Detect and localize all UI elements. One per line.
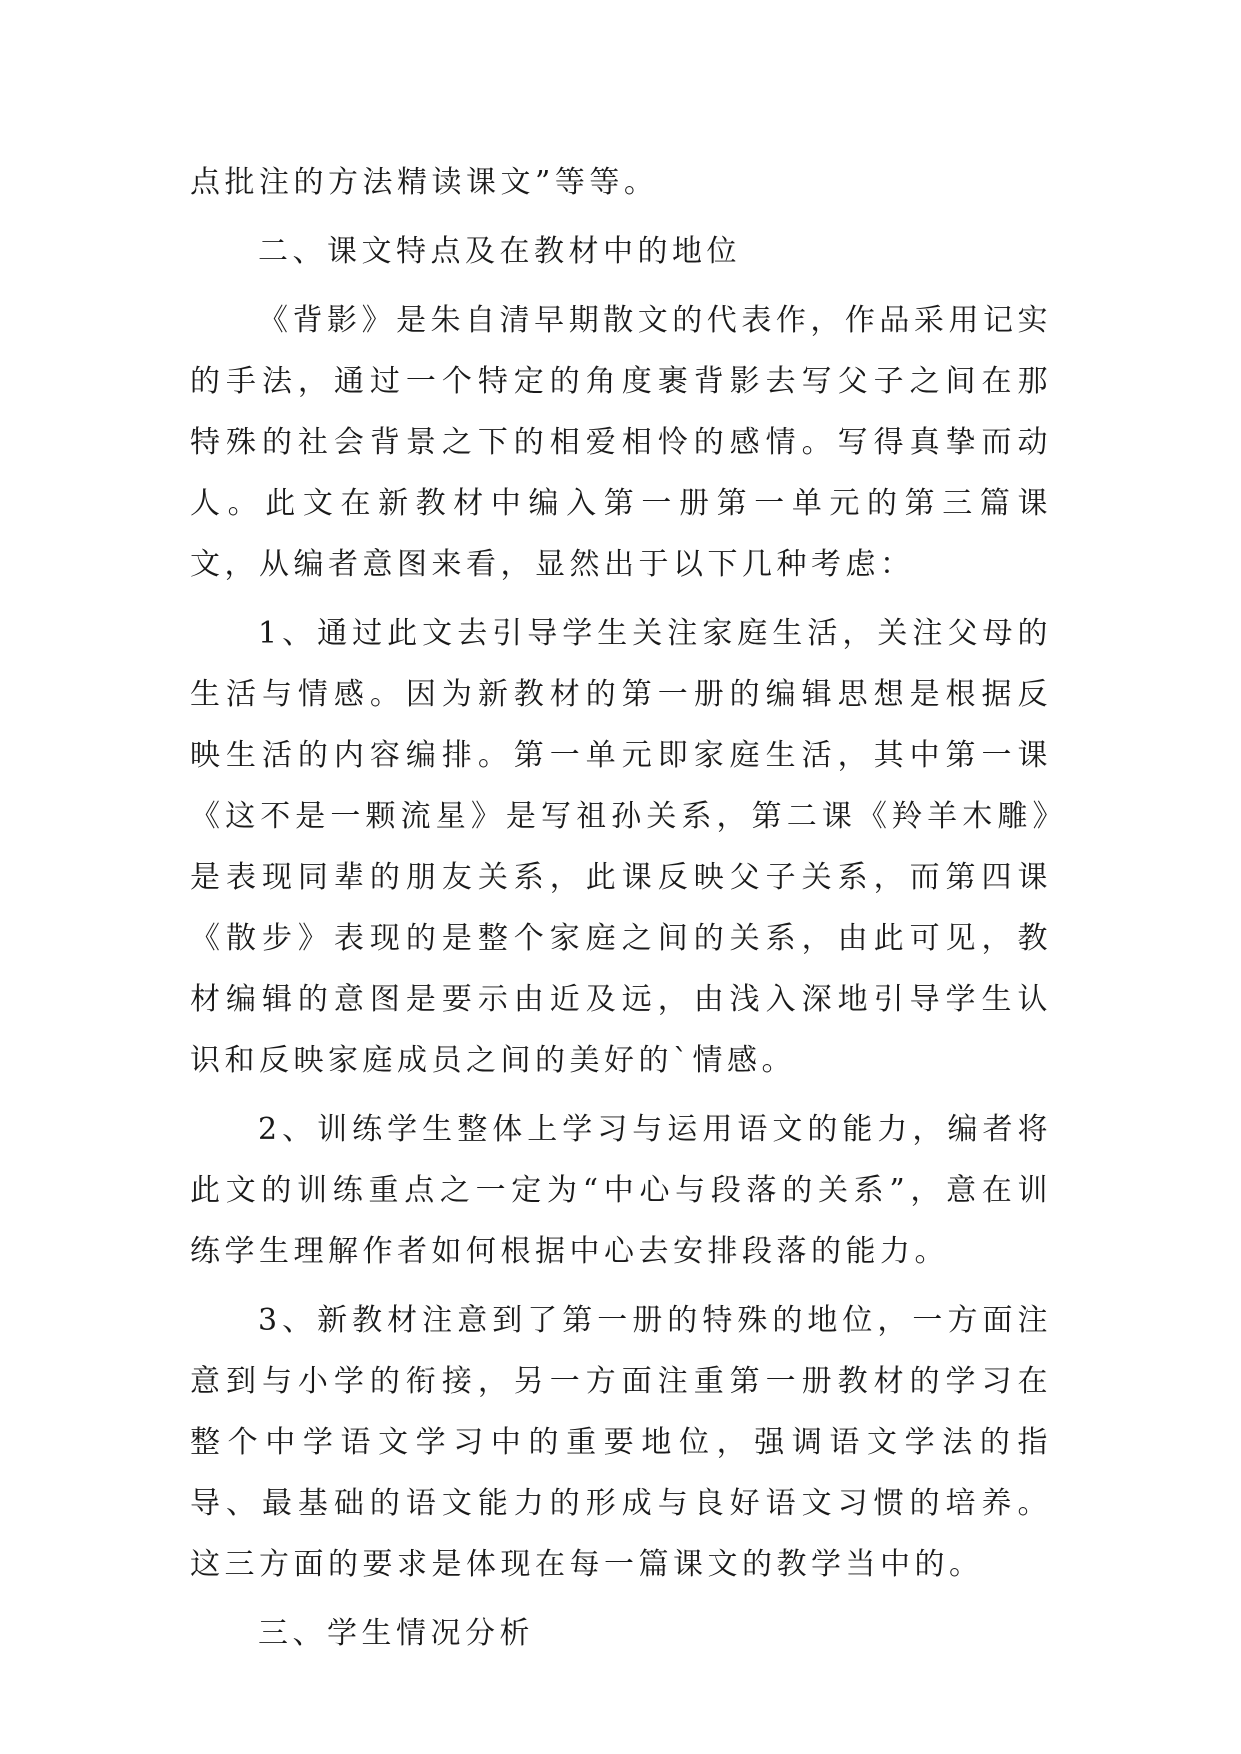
section-heading-3: 三、学生情况分析 bbox=[258, 1616, 534, 1651]
paragraph-point-2: 2、训练学生整体上学习与运用语文的能力，编者将此文的训练重点之一定为“中心与段落的关系”，意在训练学生理解作者如何根据中心去安排段落的能力。 bbox=[190, 1112, 1052, 1269]
paragraph-overview: 《背影》是朱自清早期散文的代表作，作品采用记实的手法，通过一个特定的角度裹背影去写父子之间在那特殊的社会背景之下的相爱相怜的感情。写得真挚而动人。此文在新教材中编入第一册第一单元的第三篇课文，从编者意图来看，显然出于以下几种考虑： bbox=[190, 303, 1052, 582]
paragraph-point-1: 1、通过此文去引导学生关注家庭生活，关注父母的生活与情感。因为新教材的第一册的编辑思想是根据反映生活的内容编排。第一单元即家庭生活，其中第一课《这不是一颗流星》是写祖孙关系，第二课《羚羊木雕》是表现同辈的朋友关系，此课反映父子关系，而第四课《散步》表现的是整个家庭之间的关系，由此可见，教材编辑的意图是要示由近及远，由浅入深地引导学生认识和反映家庭成员之间的美好的`情感。 bbox=[190, 616, 1052, 1078]
document-page bbox=[190, 152, 1052, 1664]
paragraph-point-3: 3、新教材注意到了第一册的特殊的地位，一方面注意到与小学的衔接，另一方面注重第一册教材的学习在整个中学语文学习中的重要地位，强调语文学法的指导、最基础的语文能力的形成与良好语文习惯的培养。这三方面的要求是体现在每一篇课文的教学当中的。 bbox=[190, 1303, 1052, 1582]
section-heading-2: 二、课文特点及在教材中的地位 bbox=[258, 234, 741, 269]
paragraph-continuation: 点批注的方法精读课文”等等。 bbox=[190, 165, 659, 200]
